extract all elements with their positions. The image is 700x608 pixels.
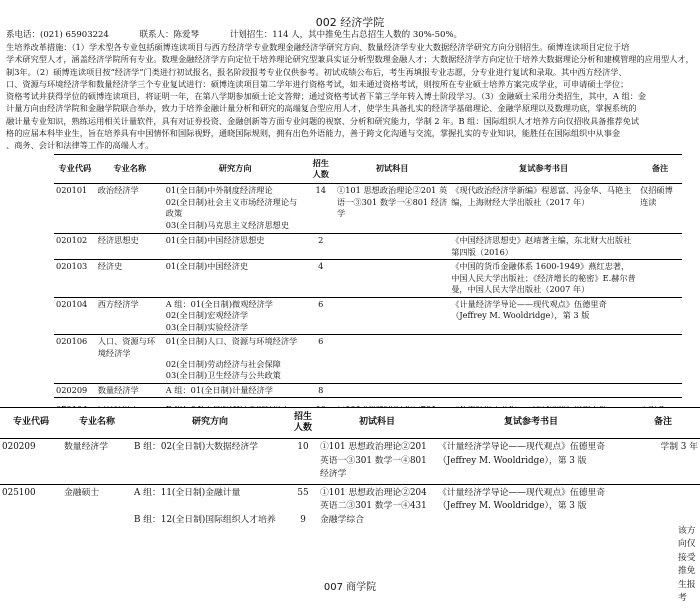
table-row bbox=[54, 335, 682, 384]
cell-code: 020101 bbox=[54, 184, 96, 234]
direction-item: A 组：01(全日制)微观经济学 bbox=[165, 298, 273, 309]
header-books: 复试参考书目 bbox=[436, 408, 626, 439]
direction-item: 01(全日制)中外制度经济理论 bbox=[165, 185, 273, 195]
cell-count: 10 bbox=[288, 439, 318, 485]
cell-count: 8 bbox=[307, 383, 336, 398]
cell-name: 西方经济学 bbox=[96, 297, 164, 335]
contact-person: 联系人：陈爱琴 bbox=[139, 30, 200, 40]
cell-name: 数量经济学 bbox=[62, 439, 132, 485]
cell-count: 6 bbox=[307, 297, 336, 335]
table-header-row bbox=[0, 408, 700, 439]
direction-item: 01(全日制)中国经济史 bbox=[165, 261, 249, 271]
cell-books: 《计量经济学导论——现代观点》伍德里奇（Jeffrey M. Wooldridge），第 3 版 bbox=[449, 297, 638, 335]
header-note: 备注 bbox=[638, 155, 682, 184]
direction-item: 02(全日制)劳动经济与社会保障 bbox=[165, 358, 281, 369]
header-direction: 研究方向 bbox=[164, 155, 307, 184]
header-name: 专业名称 bbox=[96, 155, 164, 184]
direction-item: 01(全日制)人口、资源与环境经济学 bbox=[165, 336, 298, 346]
cell-direction bbox=[164, 383, 307, 398]
next-section-title: 007 商学院 bbox=[323, 582, 377, 593]
direction-item: 03(全日制)马克思主义经济思想史 bbox=[165, 219, 290, 230]
cell-direction bbox=[164, 234, 307, 260]
cell-books: 《中国的货币金融体系 1600-1949》燕红忠著，中国人民大学出版社；《经济增长的秘密》E.赫尔普曼，中国人民大学出版社（2007 年） bbox=[449, 260, 638, 298]
direction-item: A 组：01(全日制)计量经济学 bbox=[165, 384, 273, 395]
cell-note: 学制 3 年 bbox=[626, 439, 700, 485]
intro-paragraph bbox=[6, 41, 694, 152]
intro-line: 生培养改革措施：（1）学术型各专业包括硕博连读项目与西方经济学专业数理金融经济学研究方向、数量经济学专业大数据经济学研究方向分别招生。硕博连读项目定位于培 bbox=[6, 42, 630, 52]
cell-direction bbox=[132, 439, 288, 485]
cell-code: 020106 bbox=[54, 335, 96, 384]
table-row bbox=[54, 297, 682, 335]
cell-exam bbox=[335, 260, 449, 298]
cell-exam bbox=[335, 234, 449, 260]
contact-line bbox=[6, 28, 696, 40]
cell-name: 金融硕士 bbox=[64, 487, 100, 498]
page-break bbox=[0, 398, 700, 406]
cell-count: 2 bbox=[307, 234, 336, 260]
cell-note bbox=[638, 260, 682, 298]
cell-exam: ①101 思想政治理论②204 英语二③301 数学一④431 金融学综合 bbox=[320, 487, 427, 525]
cell-books: 《计量经济学导论——现代观点》伍德里奇（Jeffrey M. Wooldridge），第 3 版 bbox=[438, 487, 606, 511]
header-count: 招生人数 bbox=[288, 408, 318, 439]
cell-exam: ①101 思想政治理论②201 英语一③301 数学一④801 经济学 bbox=[318, 439, 436, 485]
direction-item: B 组：02(全日制)大数据经济学 bbox=[134, 442, 259, 452]
table-row bbox=[54, 184, 682, 234]
cell-note bbox=[638, 335, 682, 384]
header-books: 复试参考书目 bbox=[449, 155, 638, 184]
cell-books bbox=[449, 383, 638, 398]
cell-direction bbox=[164, 184, 307, 234]
cell-note bbox=[638, 297, 682, 335]
cell-note: 仅招硕博连读 bbox=[638, 184, 682, 234]
page-title: 002 经济学院 bbox=[315, 16, 385, 29]
cell-note bbox=[638, 234, 682, 260]
header-exam: 初试科目 bbox=[318, 408, 436, 439]
cell-code: 020104 bbox=[54, 297, 96, 335]
enrollment-plan: 计划招生：114 人，其中推免生占总招生人数的 30%-50%。 bbox=[229, 30, 463, 40]
intro-line: 学术研究型人才，涵盖经济学院所有专业。数理金融经济学方向定位于培养理论研究型兼具实证分析型数理金融人才；大数据经济学方向定位于培养大数据理论分析和建模管理的应用型人才， bbox=[6, 54, 694, 65]
direction-item: 03(全日制)实验经济学 bbox=[165, 321, 249, 332]
cell-direction bbox=[164, 260, 307, 298]
cell-name: 经济思想史 bbox=[96, 234, 164, 260]
direction-item: 01(全日制)中国经济思想史 bbox=[165, 235, 265, 245]
table-row bbox=[54, 260, 682, 298]
cell-direction bbox=[164, 335, 307, 384]
header-code: 专业代码 bbox=[0, 408, 62, 439]
cell-count: 14 bbox=[307, 184, 336, 234]
cell-exam bbox=[335, 297, 449, 335]
cell-name: 人口、资源与环境经济学 bbox=[96, 335, 164, 384]
header-count: 招生人数 bbox=[307, 155, 336, 184]
table-header-row bbox=[54, 155, 682, 184]
cell-code: 020102 bbox=[54, 234, 96, 260]
cell-code: 020209 bbox=[0, 439, 62, 485]
contact-phone: 系电话：(021) 65903224 bbox=[6, 30, 109, 40]
header-code: 专业代码 bbox=[54, 155, 96, 184]
cell-name: 经济史 bbox=[96, 260, 164, 298]
intro-line: 制3年。（2）硕博连读项目按“经济学”门类进行初试报名，报名阶段报考专业仅供参考。初试成绩公布后，考生再填报专业志愿，分专业进行复试和录取。其中西方经济学、 bbox=[6, 66, 627, 77]
intro-line: 计量方向由经济学院和金融学院联合举办，致力于培养金融计量分析和研究的高端复合型应用人才，使学生具备扎实的经济学基础理论、金融学原理以及数理功底，掌握系统的 bbox=[6, 103, 637, 114]
cell-books: 《现代政治经济学新编》程恩富、冯金华、马艳主编，上海财经大学出版社（2017 年） bbox=[449, 184, 638, 234]
cell-name: 数量经济学 bbox=[96, 383, 164, 398]
cell-exam bbox=[335, 383, 449, 398]
intro-line: 资格考试并获得学位的硕博连读项目，将证明一年，在第八学期参加硕士论文答辩；通过资格考试者下第三学年转入博士阶段学习。（3）金融硕士采用分类招生，其中，A 组：金 bbox=[6, 91, 647, 102]
header-note: 备注 bbox=[626, 408, 700, 439]
cell-books bbox=[449, 335, 638, 384]
cell-code: 020103 bbox=[54, 260, 96, 298]
table-row bbox=[0, 439, 700, 485]
direction-item: 02(全日制)社会主义市场经济理论与政策 bbox=[165, 196, 298, 218]
cell-code: 020209 bbox=[54, 383, 96, 398]
direction-item: 03(全日制)卫生经济与公共政策 bbox=[165, 370, 281, 380]
header-name: 专业名称 bbox=[62, 408, 132, 439]
cell-note: 该方向仅接受推免生报考 bbox=[678, 525, 696, 603]
direction-item: 02(全日制)宏观经济学 bbox=[165, 310, 249, 320]
cell-count: 4 bbox=[307, 260, 336, 298]
cell-name: 政治经济学 bbox=[96, 184, 164, 234]
intro-line: 融计量专业知识，熟练运用相关计量软件，具有对证券投资、金融创新等方面专业问题的视察、分析和研究能力，学制 2 年。B 组：国际组织人才培养方向仅招收具备推荐免试 bbox=[6, 115, 640, 126]
program-table-top bbox=[54, 154, 682, 412]
cell-books: 《中国经济思想史》赵靖著主编，东北财大出版社第四版（2016） bbox=[449, 234, 638, 260]
intro-line: 、商务、会计和法律等工作的高端人才。 bbox=[6, 140, 154, 151]
table-row bbox=[54, 383, 682, 398]
cell-exam: ①101 思想政治理论②201 英语一③301 数学一④801 经济学 bbox=[335, 184, 449, 234]
count-item: 9 bbox=[300, 515, 306, 525]
cell-count: 6 bbox=[307, 335, 336, 384]
intro-line: 格的应届本科毕业生，旨在培养具有中国情怀和国际视野，通晓国际规则，拥有出色外语能力，善于跨文化沟通与交流，掌握扎实的专业知识，能胜任在国际组织中从事金 bbox=[6, 128, 621, 139]
direction-item: B 组：12(全日制)国际组织人才培养 bbox=[134, 515, 276, 525]
cell-code: 025100 bbox=[2, 487, 36, 498]
cell-books: 《计量经济学导论——现代观点》伍德里奇（Jeffrey M. Wooldridge），第 3 版 bbox=[436, 439, 626, 485]
table-row bbox=[54, 234, 682, 260]
cell-exam bbox=[335, 335, 449, 384]
cell-direction bbox=[164, 297, 307, 335]
intro-line: 口、资源与环境经济学和数量经济学三个专业复试进行：硕博连读项目第二学年进行资格考试，如未通过资格考试，则按所在专业硕士培养方案完成学业，可申请硕士学位； bbox=[6, 78, 629, 89]
header-exam: 初试科目 bbox=[335, 155, 449, 184]
header-direction: 研究方向 bbox=[132, 408, 288, 439]
cell-note bbox=[638, 383, 682, 398]
count-item: 55 bbox=[297, 487, 309, 498]
direction-item: A 组：11(全日制)金融计量 bbox=[134, 487, 241, 498]
